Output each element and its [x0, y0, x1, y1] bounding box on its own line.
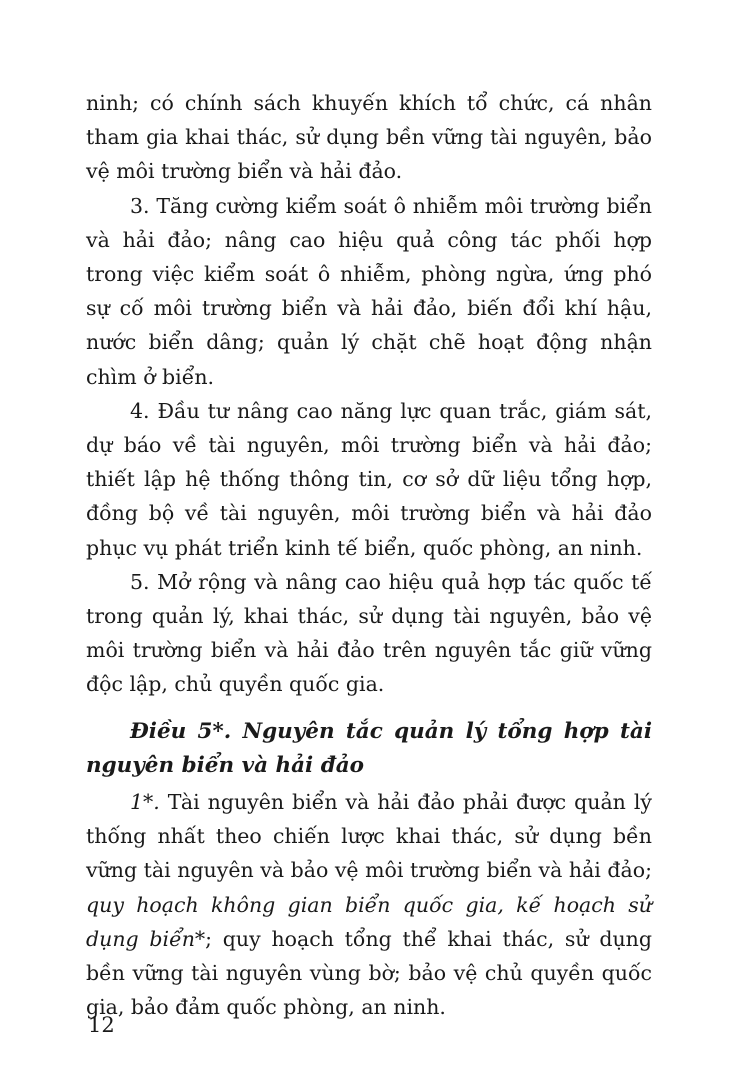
article-paragraph-text-part2: ; quy hoạch tổng thể khai thác, sử dụng bền vững tài nguyên vùng bờ; bảo vệ chủ quyền quốc gia, bảo đảm quốc phòng, an ninh.: [86, 926, 652, 1020]
paragraph-item-4: 4. Đầu tư nâng cao năng lực quan trắc, giám sát, dự báo về tài nguyên, môi trường biển và hải đảo; thiết lập hệ thống thông tin, cơ sở dữ liệu tổng hợp, đồng bộ về tài nguyên, môi trường biển và hải đảo phục vụ phát triển kinh tế biển, quốc phòng, an ninh.: [86, 398, 652, 560]
page-number: 12: [88, 1013, 115, 1037]
paragraph-continuation: ninh; có chính sách khuyến khích tổ chức, cá nhân tham gia khai thác, sử dụng bền vững tài nguyên, bảo vệ môi trường biển và hải đảo.: [86, 91, 652, 184]
paragraph-item-3: 3. Tăng cường kiểm soát ô nhiễm môi trường biển và hải đảo; nâng cao hiệu quả công tác phối hợp trong việc kiểm soát ô nhiễm, phòng ngừa, ứng phó sự cố môi trường biển và hải đảo, biến đổi khí hậu, nước biển dâng; quản lý chặt chẽ hoạt động nhận chìm ở biển.: [86, 193, 652, 389]
paragraph-item-5: 5. Mở rộng và nâng cao hiệu quả hợp tác quốc tế trong quản lý, khai thác, sử dụng tài nguyên, bảo vệ môi trường biển và hải đảo trên nguyên tắc giữ vững độc lập, chủ quyền quốc gia.: [86, 569, 652, 697]
article-heading: Điều 5*. Nguyên tắc quản lý tổng hợp tài nguyên biển và hải đảo: [86, 718, 652, 778]
article-paragraph-1: [86, 785, 652, 1024]
page-body: [86, 86, 652, 1024]
article-paragraph-text-part1: Tài nguyên biển và hải đảo phải được quản lý thống nhất theo chiến lược khai thác, sử dụng bền vững tài nguyên và bảo vệ môi trường biển và hải đảo;: [86, 790, 652, 883]
article-paragraph-italic-amendment: quy hoạch không gian biển quốc gia, kế hoạch sử dụng biển*: [86, 892, 652, 951]
article-paragraph-number: 1*.: [130, 790, 160, 815]
